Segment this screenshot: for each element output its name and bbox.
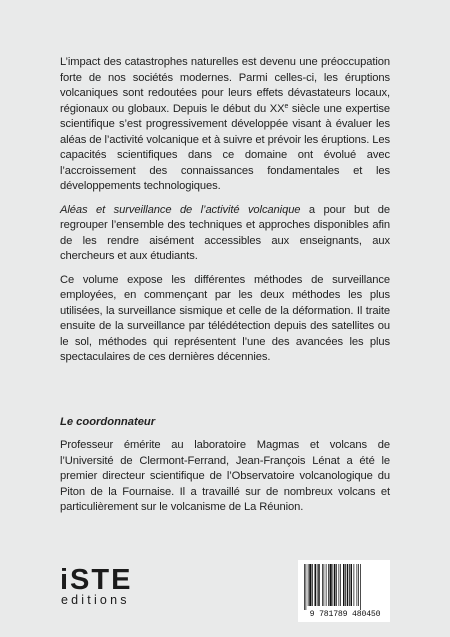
barcode-bar — [358, 564, 359, 606]
summary-paragraph-2-rest: a pour but de regrouper l’ensemble des techniques et approches disponibles afin de les rendre aisément accessibles aux enseignants, aux chercheurs et aux étudiants. — [60, 203, 390, 262]
book-title-italic: Aléas et surveillance de l’activité volcanique — [60, 203, 301, 216]
isbn-number: 9 781789 480450 — [309, 610, 381, 619]
barcode-bar — [336, 564, 337, 606]
barcode-bar — [339, 564, 340, 606]
barcode-bars — [302, 564, 386, 610]
barcode-bar — [345, 564, 346, 606]
iste-editions-logo — [60, 565, 160, 615]
summary-paragraph-1-part-b: siècle une expertise scientifique s’est progressivement développée visant à évaluer les aléas de l’activité volcanique et à suivre et prévoir les éruptions. Les capacités scientifiques dans ce domaine ont évolué avec l’accroissement des connaissances fondamentales et les développements technologiques. — [60, 102, 391, 192]
barcode-bar — [328, 564, 329, 606]
barcode-bar — [343, 564, 345, 606]
barcode-bar — [333, 564, 334, 606]
coordinator-bio-paragraph: Professeur émérite au laboratoire Magmas et volcans de l’Université de Clermont-Ferrand, Jean-François Lénat a été le premier directeur scientifique de l’Observatoire volcanologique du Piton de la Fournaise. Il a travaillé sur de nombreux volcans et particulièrement sur le volcanisme de La Réunion. — [60, 439, 390, 513]
summary-paragraph-2 — [60, 203, 390, 265]
barcode-bar — [324, 564, 325, 606]
barcode-bar — [334, 564, 336, 606]
summary-paragraph-1-part-a: L’impact des catastrophes naturelles est devenu une préoccupation forte de nos sociétés modernes. Parmi celles-ci, les éruptions volcaniques sont redoutées pour leurs effets dévastateurs locaux, régionaux ou globaux. Depuis le début du XX — [60, 56, 390, 115]
barcode-bar — [354, 564, 355, 606]
coordinator-heading: Le coordonnateur — [60, 416, 156, 428]
barcode-bar — [340, 564, 341, 606]
barcode-bar — [318, 564, 320, 606]
barcode-bar — [309, 564, 311, 606]
barcode-bar — [315, 564, 317, 606]
barcode-bar — [308, 564, 309, 606]
barcode-bar — [357, 564, 358, 606]
barcode-bar — [326, 564, 327, 606]
summary-paragraph-1 — [60, 55, 390, 195]
barcode-bar — [360, 564, 361, 610]
barcode-bar — [304, 564, 305, 610]
isbn-barcode — [298, 560, 390, 622]
barcode-bar — [322, 564, 323, 606]
coordinator-bio — [60, 438, 390, 524]
barcode-bar — [312, 564, 313, 606]
century-superscript: e — [284, 102, 289, 110]
barcode-bar — [351, 564, 353, 606]
summary-text — [60, 55, 390, 374]
summary-paragraph-3: Ce volume expose les différentes méthodes de surveillance employées, en commençant par les deux méthodes les plus utilisées, la surveillance sismique et celle de la déformation. Il traite ensuite de la surveillance par télédétection depuis des satellites ou le sol, méthodes qui représentent l’une des avancées les plus spectaculaires de ces dernières décennies. — [60, 273, 390, 363]
barcode-bar — [347, 564, 349, 606]
logo-main-text: iSTE — [60, 564, 133, 596]
barcode-bar — [306, 564, 307, 610]
logo-sub-text: editions — [61, 593, 130, 607]
barcode-bar — [330, 564, 332, 606]
barcode-bar — [349, 564, 350, 606]
barcode-bar — [317, 564, 318, 606]
